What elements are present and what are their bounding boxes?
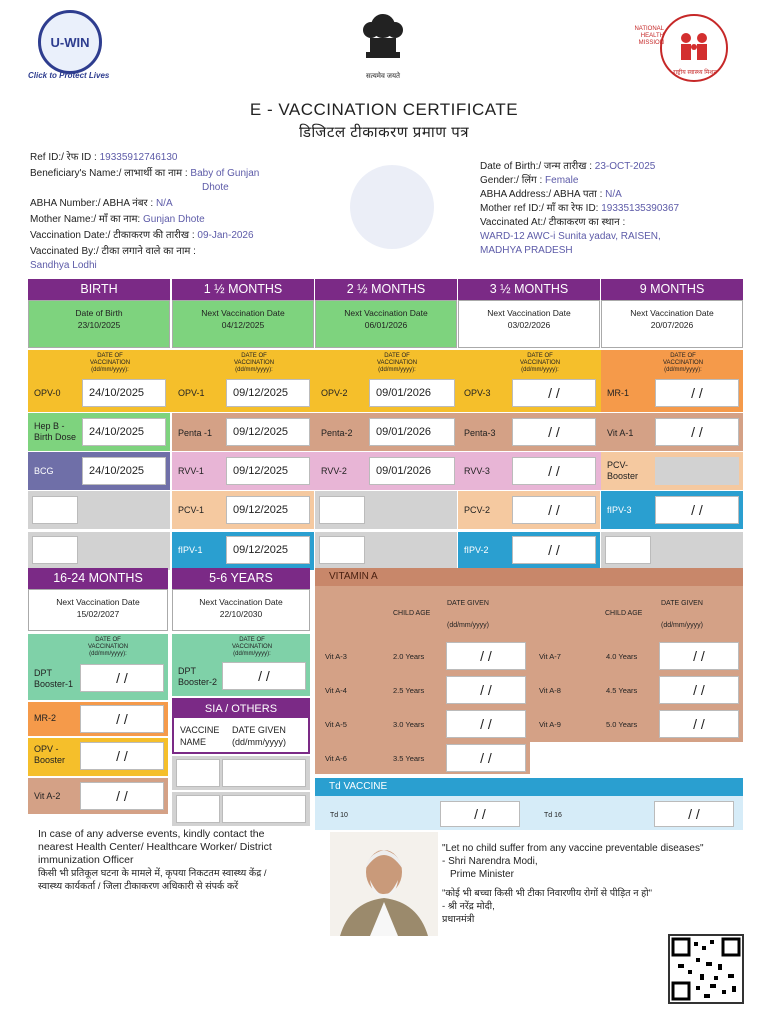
box-date: 04/12/2025 [221,320,265,330]
column-3-5-months [458,279,600,348]
sia-col-date: DATE GIVEN (dd/mm/yyyy) [232,725,286,747]
sia-section [172,698,310,754]
vitamin-a-header: VITAMIN A [315,568,743,586]
column-header: 3 ½ MONTHS [458,279,600,300]
vaccine-date-field[interactable]: / / [80,664,164,692]
sia-vaccine-field[interactable] [176,795,220,823]
td16-label: Td 16 [544,812,562,819]
vaccine-date-field[interactable]: / / [80,742,164,770]
vaccine-date-field[interactable]: 09/12/2025 [226,496,310,524]
vaccine-label: DPT Booster-2 [178,666,218,687]
vaccine-label: OPV-1 [178,388,205,398]
info-row: Mother Name:/ माँ का नाम: Gunjan Dhote [30,214,205,225]
info-row: ABHA Number:/ ABHA नंबर : N/A [30,198,173,209]
empty-field [319,496,365,524]
empty-field [32,496,78,524]
info-row: MADHYA PRADESH [480,245,573,256]
vaccine-label: Hep B - Birth Dose [34,421,77,442]
vaccine-date-field[interactable]: / / [512,536,596,564]
dov-header: DATE OF VACCINATION (dd/mm/yyyy): [662,353,704,373]
qr-code[interactable] [668,934,744,1004]
dov-header: DATE OF VACCINATION (dd/mm/yyyy): [87,637,129,657]
vaccine-date-field[interactable]: / / [512,457,596,485]
vaccine-date-field[interactable]: / / [659,642,739,670]
vaccine-date-field[interactable]: / / [512,379,596,407]
vaccine-date-field[interactable]: / / [655,418,739,446]
info-row: Vaccinated At:/ टीकाकरण का स्थान : [480,217,626,228]
box-date: 15/02/2027 [76,609,120,619]
box-title: Date of Birth [75,308,123,318]
vaccine-label: PCV-1 [178,505,205,515]
column-header: 5-6 YEARS [172,568,310,589]
info-row: ABHA Address:/ ABHA पता : N/A [480,189,622,200]
uwin-logo [38,10,102,74]
column-header: 9 MONTHS [601,279,743,300]
td-header: Td VACCINE [315,778,743,796]
note-line: nearest Health Center/ Healthcare Worker/ District [38,841,272,853]
vita-row: Vit A-6 [325,754,347,763]
pm-photo [330,832,438,936]
vaccine-date-field[interactable]: 09/01/2026 [369,379,455,407]
box-title: Next Vaccination Date [487,308,571,318]
note-line: स्वास्थ्य कार्यकर्ता / जिला टीकाकरण अधिकारी से संपर्क करें [38,881,239,892]
vaccine-date-field[interactable]: / / [446,676,526,704]
vaccine-label: OPV-2 [321,388,348,398]
vaccine-date-field [655,457,739,485]
uwin-logo-text: U-WIN [50,34,90,50]
quote-line: - Shri Narendra Modi, [442,856,538,867]
info-row: Vaccinated By:/ टीका लगाने वाले का नाम : [30,246,196,257]
info-row: Beneficiary's Name:/ लाभार्थी का नाम : Baby of Gunjan [30,168,260,179]
dov-header: DATE OF VACCINATION (dd/mm/yyyy): [376,353,418,373]
pm-quote [442,842,742,926]
vaccine-label: DPT Booster-1 [34,668,74,689]
empty-field [605,536,651,564]
column-5-6-years [172,568,310,631]
sia-header: SIA / OTHERS [174,700,308,718]
sia-date-field[interactable] [222,759,306,787]
vita-row: Vit A-4 [325,686,347,695]
emblem-motto: सत्यमेव जयते [365,73,401,80]
vaccine-label: RVV-3 [464,466,490,476]
vaccine-label: fIPV-2 [464,545,489,555]
vaccine-date-field[interactable]: / / [222,662,306,690]
nhm-logo-text: NATIONAL HEALTH MISSION [634,26,664,46]
note-line: किसी भी प्रतिकूल घटना के मामले में, कृपया निकटतम स्वास्थ्य केंद्र / [38,868,267,879]
box-title: Next Vaccination Date [56,597,140,607]
vaccine-date-field[interactable]: / / [655,379,739,407]
vaccine-date-field[interactable]: / / [446,710,526,738]
vita-age: 3.0 Years [393,720,425,729]
info-row: Gender:/ लिंग : Female [480,175,579,186]
vaccine-label: RVV-2 [321,466,347,476]
column-birth [28,279,170,348]
next-date-box [28,300,170,348]
dov-header: DATE OF VACCINATION (dd/mm/yyyy): [233,353,275,373]
certificate-title: E - VACCINATION CERTIFICATE [249,100,519,119]
vaccine-date-field[interactable]: 24/10/2025 [82,457,166,485]
vaccine-date-field[interactable]: 09/12/2025 [226,457,310,485]
vaccine-label: MR-1 [607,388,629,398]
next-date-box [315,300,457,348]
next-date-box [28,589,168,631]
td10-label: Td 10 [330,812,348,819]
sia-col-vaccine: VACCINE NAME [180,725,220,747]
vaccine-label: OPV-3 [464,388,491,398]
empty-field [32,536,78,564]
box-date: 03/02/2026 [507,320,551,330]
vaccine-date-field[interactable]: / / [659,710,739,738]
child-age-header: CHILD AGE [605,610,643,617]
beneficiary-info-left [30,151,259,273]
box-date: 22/10/2030 [219,609,263,619]
vaccine-date-field[interactable]: / / [655,496,739,524]
vaccine-label: Penta -1 [178,428,213,438]
column-header: 16-24 MONTHS [28,568,168,589]
vita-age: 4.5 Years [606,686,638,695]
vaccine-label: OPV - Booster [34,744,66,765]
vita-age: 4.0 Years [606,652,638,661]
info-row: Sandhya Lodhi [30,260,97,271]
vaccine-label: Vit A-2 [34,791,61,801]
note-line: In case of any adverse events, kindly contact the [38,828,265,840]
info-row: Mother ref ID:/ माँ का रेफ ID: 19335135390367 [480,203,680,214]
nhm-logo-sub: राष्ट्रीय स्वास्थ्य मिशन [673,70,717,76]
vita-age: 3.5 Years [393,754,425,763]
uwin-watermark [350,165,434,249]
info-row: Ref ID:/ रेफ ID : 19335912746130 [30,152,178,163]
vaccine-date-field[interactable]: / / [512,496,596,524]
date-given-header: DATE GIVEN [661,600,703,607]
dov-header: DATE OF VACCINATION (dd/mm/yyyy): [231,637,273,657]
box-title: Next Vaccination Date [201,308,285,318]
child-age-header: CHILD AGE [393,610,431,617]
dov-header: DATE OF VACCINATION (dd/mm/yyyy): [519,353,561,373]
quote-line: Prime Minister [450,869,514,880]
box-date: 20/07/2026 [650,320,694,330]
vaccine-date-field[interactable]: / / [659,676,739,704]
vita-row: Vit A-9 [539,720,561,729]
empty-field [319,536,365,564]
next-date-box [601,300,743,348]
uwin-tagline: Click to Protect Lives [28,71,110,80]
vaccine-label: Penta-3 [464,428,496,438]
vaccine-date-field[interactable]: 09/12/2025 [226,379,310,407]
vaccine-label: fIPV-3 [607,505,632,515]
vaccine-label: Penta-2 [321,428,353,438]
vaccine-label: MR-2 [34,713,56,723]
next-date-box [172,300,314,348]
column-2-5-months [315,279,457,348]
vaccine-date-field[interactable]: 09/12/2025 [226,418,310,446]
vaccine-date-field[interactable]: 09/12/2025 [226,536,310,564]
beneficiary-info-right [480,160,679,258]
date-format-header: (dd/mm/yyyy) [661,622,703,629]
column-header: BIRTH [28,279,170,300]
quote-line: "कोई भी बच्चा किसी भी टीका निवारणीय रोगों से पीड़ित न हो" [442,888,652,899]
national-emblem [356,8,410,70]
quote-line: "Let no child suffer from any vaccine preventable diseases" [442,843,704,854]
vaccine-date-field[interactable]: 24/10/2025 [82,379,166,407]
note-line: immunization Officer [38,854,134,866]
vaccine-date-field[interactable]: / / [654,801,734,827]
column-header: 1 ½ MONTHS [172,279,314,300]
vita-row: Vit A-3 [325,652,347,661]
vita-row: Vit A-8 [539,686,561,695]
info-row: Vaccination Date:/ टीकाकरण की तारीख : 09-Jan-2026 [30,230,254,241]
box-title: Next Vaccination Date [344,308,428,318]
info-row: Date of Birth:/ जन्म तारीख : 23-OCT-2025 [480,161,656,172]
date-format-header: (dd/mm/yyyy) [447,622,489,629]
column-16-24-months [28,568,168,631]
vaccine-label: BCG [34,466,54,476]
vita-age: 2.0 Years [393,652,425,661]
vaccine-date-field[interactable]: 09/01/2026 [369,457,455,485]
vaccine-label: PCV-Booster [607,460,639,481]
vita-row: Vit A-7 [539,652,561,661]
vaccine-date-field[interactable]: / / [512,418,596,446]
next-date-box [458,300,600,348]
vaccine-label: fIPV-1 [178,545,203,555]
info-row: Dhote [202,182,229,193]
vaccine-date-field[interactable]: / / [446,642,526,670]
box-date: 23/10/2025 [77,320,121,330]
adverse-event-note [38,828,328,893]
vaccine-date-field[interactable]: / / [80,782,164,810]
box-date: 06/01/2026 [364,320,408,330]
vaccine-label: OPV-0 [34,388,61,398]
sia-date-field[interactable] [222,795,306,823]
vita-age: 5.0 Years [606,720,638,729]
date-given-header: DATE GIVEN [447,600,489,607]
column-1-5-months [172,279,314,348]
certificate-title-hindi: डिजिटल टीकाकरण प्रमाण पत्र [298,124,470,141]
vaccine-label: PCV-2 [464,505,491,515]
next-date-box [172,589,310,631]
vaccine-date-field[interactable]: / / [80,705,164,733]
info-row: WARD-12 AWC-i Sunita yadav, RAISEN, [480,231,661,242]
box-title: Next Vaccination Date [630,308,714,318]
vita-row: Vit A-5 [325,720,347,729]
quote-line: प्रधानमंत्री [442,914,475,925]
vaccine-date-field[interactable]: 24/10/2025 [82,418,166,446]
vaccine-date-field[interactable]: / / [440,801,520,827]
vaccine-label: Vit A-1 [607,428,634,438]
box-title: Next Vaccination Date [199,597,283,607]
vaccine-date-field[interactable]: 09/01/2026 [369,418,455,446]
vita-age: 2.5 Years [393,686,425,695]
dov-header: DATE OF VACCINATION (dd/mm/yyyy): [89,353,131,373]
vita-blank [530,742,743,774]
column-header: 2 ½ MONTHS [315,279,457,300]
vaccine-date-field[interactable]: / / [446,744,526,772]
column-9-months [601,279,743,348]
quote-line: - श्री नरेंद्र मोदी, [442,901,495,912]
vaccine-label: RVV-1 [178,466,204,476]
sia-vaccine-field[interactable] [176,759,220,787]
